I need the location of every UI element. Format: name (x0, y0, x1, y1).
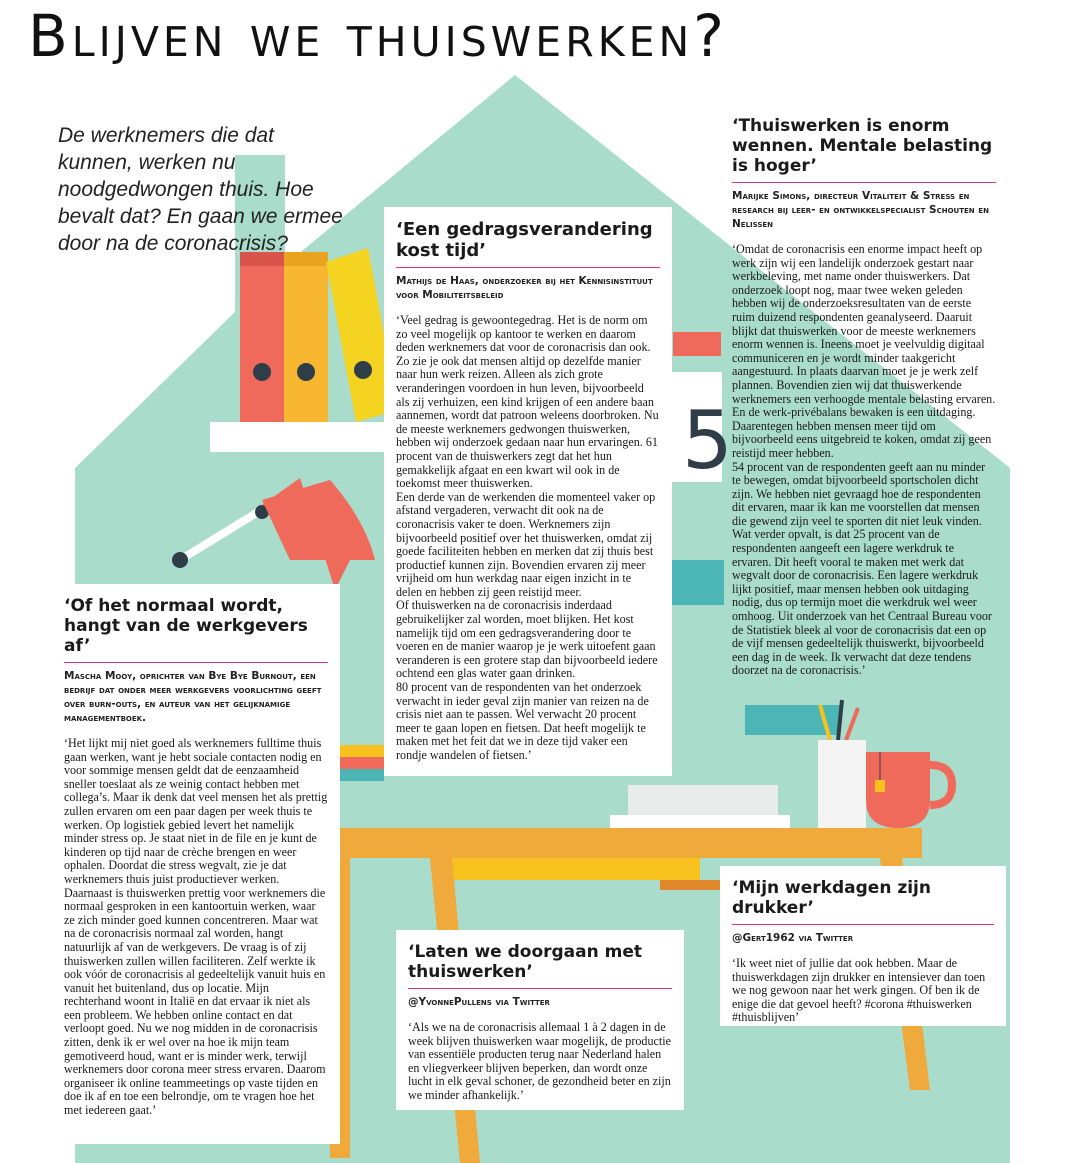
calendar-digit: 5 (682, 394, 733, 487)
article-headline: ‘Of het normaal wordt, hangt van de werkgevers af’ (64, 596, 328, 663)
article-body: ‘Veel gedrag is gewoontegedrag. Het is de norm om zo veel mogelijk op kantoor te werken en daarom deden werknemers dat voor de coronacrisis dan ook. Zo zie je ook dat mensen altijd op dezelfde manier naar hun werk reizen. Alleen als zich grote veranderingen voordoen in hun leven, bijvoorbeeld als zij verhuizen, een kind krijgen of een andere baan aannemen, wordt dat patroon weleens doorbroken. Nu de meeste werknemers gedwongen thuiswerken, hebben wij onderzoek gedaan naar hun ervaringen. 61 procent van de thuiswerkers zegt dat het hun gemakkelijk afgaat en een kwart wil ook in de toekomst meer thuiswerken. Een derde van de werkenden die momenteel vaker op afstand vergaderen, verwacht dit ook na de coronacrisis vaker te doen. Werknemers zijn bijvoorbeeld positief over het thuiswerken, omdat zij goede faciliteiten hebben en merken dat zij thuis best productief kunnen zijn. Bovendien ervaren zij meer vrijheid om hun werkdag naar eigen inzicht in te delen en hebben zij geen reistijd meer. Of thuiswerken na de coronacrisis inderdaad gebruikelijker zal worden, moet blijken. Het kost namelijk tijd om een gedragsverandering door te voeren en de manier waarop je je werk uitoefent gaan veranderen is een grotere stap dan bijvoorbeeld iedere ochtend een glas water gaan drinken. 80 procent van de respondenten van het onderzoek verwacht in ieder geval zijn manier van reizen na de crisis niet aan te passen. Wel verwacht 20 procent meer te gaan lopen en fietsen. Dat heeft mogelijk te maken met het feit dat we in deze tijd vaker een rondje wandelen of fietsen.’ (396, 313, 659, 762)
article-headline: ‘Mijn werkdagen zijn drukker’ (732, 878, 994, 925)
article-author: @YvonnePullens via Twitter (408, 996, 550, 1008)
article-simons (720, 104, 1008, 704)
article-author: Mathijs de Haas, onderzoeker bij het Kennisinstituut voor Mobiliteitsbeleid (396, 275, 653, 301)
article-pullens (396, 930, 684, 1110)
article-author: Marijke Simons, directeur Vitaliteit & Stress en research bij leer- en ontwikkelspecialist Schouten en Nelissen (732, 190, 989, 230)
article-mooy (52, 584, 340, 1144)
page-title: Blijven we thuiswerken? (28, 2, 728, 70)
article-body: ‘Omdat de coronacrisis een enorme impact heeft op werk zijn wij een landelijk onderzoek gestart naar werkbeleving, met name onder thuiswerkers. Dat onderzoek loopt nog, maar twee weken geleden hebben wij de onderzoeksresultaten van de eerste ruim duizend respondenten geanalyseerd. Daaruit blijkt dat thuiswerken voor de meeste werknemers enorm wennen is. Ineens moet je veelvuldig digitaal communiceren en je wordt minder taakgericht aangestuurd. In plaats daarvan moet je je werk zelf plannen. Bovendien zien wij dat thuiswerkende werknemers een verhoogde mentale belasting ervaren. En de werk-privébalans bewaken is een uitdaging. Daarentegen hebben mensen meer tijd om bijvoorbeeld eens uitgebreid te koken, omdat zij geen reistijd meer hebben. 54 procent van de respondenten geeft aan nu minder te bewegen, omdat bijvoorbeeld sportscholen dicht zijn. We hebben niet gevraagd hoe de respondenten dit ervaren, maar ik kan me voorstellen dat mensen die gewend zijn veel te sporten dit niet leuk vinden. Wat verder opvalt, is dat 25 procent van de respondenten aangeeft een lagere werkdruk te ervaren. Dit heeft vooral te maken met werk dat wegvalt door de coronacrisis. Een lagere werkdruk lijkt positief, maar mensen hebben ook uitdaging nodig, dus op termijn moet die werkdruk wel weer omhoog. Uit onderzoek van het Centraal Bureau voor de Statistiek bleek al voor de coronacrisis dat een op de vijf mensen gedeeltelijk thuiswerkt, bijvoorbeeld een dag in de week. Ik verwacht dat deze tendens doorzet na de coronacrisis.’ (732, 242, 996, 678)
article-body: ‘Ik weet niet of jullie dat ook hebben. Maar de thuiswerkdagen zijn drukker en intensiever dan toen we nog gewoon naar het werk gingen. Of ben ik de enige die dat gevoel heeft? #corona #thuiswerken #thuisblijven’ (732, 956, 986, 1025)
article-author: Mascha Mooy, oprichter van Bye Bye Burnout, een bedrijf dat onder meer werkgevers voorlichting geeft over burn-outs, en auteur van het gelijknamige managementboek. (64, 670, 322, 724)
article-author: @Gert1962 via Twitter (732, 932, 854, 944)
article-headline: ‘Thuiswerken is enorm wennen. Mentale belasting is hoger’ (732, 116, 996, 183)
article-headline: ‘Een gedragsverandering kost tijd’ (396, 219, 660, 268)
article-body: ‘Het lijkt mij niet goed als werknemers fulltime thuis gaan werken, want je hebt sociale contacten nodig en voor sommige mensen geldt dat de eenzaamheid sneller toeslaat als ze weinig contact hebben met collega’s. Maar ik denk dat veel mensen het als prettig zullen ervaren om een paar dagen per week thuis te werken. Op logistiek gebied levert het namelijk minder stress op. Je staat niet in de file en je kunt de kinderen op tijd naar de crèche brengen en weer ophalen. Doordat die stress wegvalt, zie je dat werknemers thuis juist productiever werken. Daarnaast is thuiswerken prettig voor werknemers die normaal gesproken in een kantoortuin werken, waar ze zich minder goed kunnen concentreren. Maar wat na de coronacrisis normaal zal worden, hangt natuurlijk af van de werkgevers. De vraag is of zij thuiswerken zullen willen faciliteren. Zelf werkte ik ook vóór de coronacrisis al gedeeltelijk vanuit huis en vanuit het buitenland, dus op locatie. Mijn rechterhand woont in Italië en dat ervaar ik niet als een probleem. We hebben online contact en dat verloopt goed. Nu we nog midden in de coronacrisis zitten, denk ik er wel over na hoe ik mijn team gemotiveerd houd, want er is minder werk, terwijl werknemers door corona meer stress ervaren. Daarom organiseer ik online teammeetings op vaste tijden en doe ik af en toe een belrondje, om te vragen hoe het met iedereen gaat.’ (64, 736, 328, 1118)
article-gert (720, 866, 1006, 1026)
intro-text: De werknemers die dat kunnen, werken nu noodgedwongen thuis. Hoe bevalt dat? En gaan we ermee door na de coronacrisis? (58, 124, 343, 255)
article-headline: ‘Laten we doorgaan met thuiswerken’ (408, 942, 672, 989)
article-body: ‘Als we na de coronacrisis allemaal 1 à 2 dagen in de week blijven thuiswerken waar mogelijk, de productie van essentiële producten terug naar Nederland halen en vliegverkeer blijven beperken, dan wordt onze lucht in elk geval schoner, de gezondheid beter en zijn we minder afhankelijk.’ (408, 1020, 671, 1102)
article-haas (384, 207, 672, 776)
